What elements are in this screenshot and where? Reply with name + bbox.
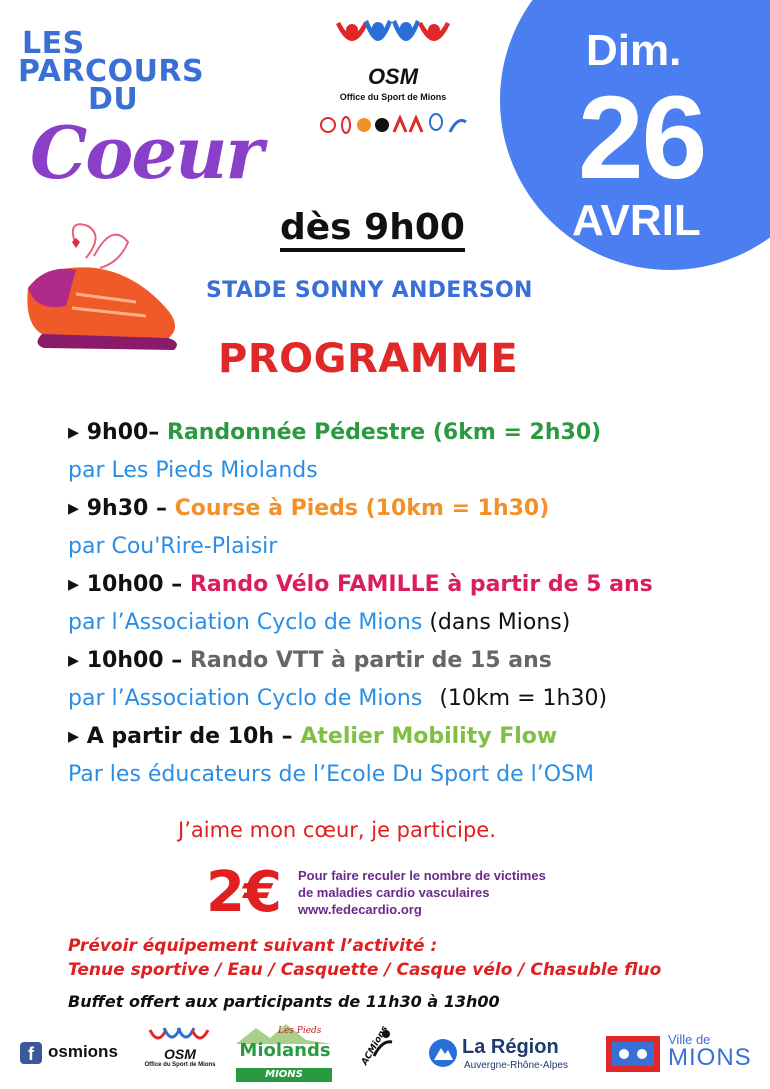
programme-organizer-1: par Les Pieds Miolands xyxy=(68,458,318,483)
osm-logo-name: OSM xyxy=(367,64,419,89)
bullet-icon: ▸ xyxy=(68,648,80,673)
programme-item-1 xyxy=(68,420,601,445)
footer-acm-logo xyxy=(352,1026,402,1082)
programme-organizer: par l’Association Cyclo de Mions xyxy=(68,610,423,635)
date-month: AVRIL xyxy=(572,196,701,245)
bullet-icon: ▸ xyxy=(68,496,80,521)
start-time: dès 9h00 xyxy=(280,208,465,252)
bullet-icon: ▸ xyxy=(68,420,80,445)
programme-organizer-3 xyxy=(68,610,570,635)
programme-time: 10h00 – xyxy=(86,648,183,673)
title-line-1: LES xyxy=(22,26,85,61)
region-name: La Région xyxy=(462,1036,559,1058)
programme-activity: Course à Pieds (10km = 1h30) xyxy=(174,496,550,521)
shoe-illustration xyxy=(16,216,196,366)
programme-extra: (10km = 1h30) xyxy=(439,686,608,711)
fedecardio-website: www.fedecardio.org xyxy=(298,902,422,917)
date-day-label: Dim. xyxy=(586,26,682,75)
footer-mions-logo xyxy=(604,1030,754,1080)
footer-miolands-logo xyxy=(236,1024,332,1084)
facebook-handle: osmions xyxy=(48,1042,118,1061)
footer-osm-name: OSM xyxy=(164,1046,196,1062)
acm-text: ACMions xyxy=(360,1024,391,1067)
participation-slogan: J’aime mon cœur, je participe. xyxy=(178,818,496,842)
miolands-bottom-label: MIONS xyxy=(236,1068,332,1082)
cause-line-1: Pour faire reculer le nombre de victimes xyxy=(298,868,546,883)
event-location: STADE SONNY ANDERSON xyxy=(206,278,533,303)
programme-organizer-5: Par les éducateurs de l’Ecole Du Sport de l’OSM xyxy=(68,762,595,787)
region-subtitle: Auvergne-Rhône-Alpes xyxy=(464,1060,568,1071)
programme-time: 9h30 – xyxy=(86,496,167,521)
participation-price: 2€ xyxy=(206,860,280,925)
programme-activity: Randonnée Pédestre (6km = 2h30) xyxy=(166,420,602,445)
footer-osm-subtitle: Office du Sport de Mions xyxy=(144,1062,216,1068)
sport-icons xyxy=(318,112,468,138)
programme-time: A partir de 10h – xyxy=(86,724,293,749)
programme-item-4 xyxy=(68,648,552,673)
bullet-icon: ▸ xyxy=(68,724,80,749)
facebook-icon: f xyxy=(20,1042,42,1064)
equipment-list: Tenue sportive / Eau / Casquette / Casque vélo / Chasuble fluo xyxy=(68,960,662,980)
programme-organizer: par l’Association Cyclo de Mions xyxy=(68,686,423,711)
footer-osm-logo xyxy=(140,1026,220,1082)
mions-name: MIONS xyxy=(668,1044,752,1071)
region-icon xyxy=(428,1038,458,1068)
people-icon xyxy=(318,16,468,66)
title-line-2: PARCOURS xyxy=(18,54,205,89)
programme-time: 9h00– xyxy=(86,420,160,445)
title-line-3: DU xyxy=(88,82,139,117)
cause-line-2: de maladies cardio vasculaires xyxy=(298,885,490,900)
date-day-number: 26 xyxy=(578,72,706,204)
programme-activity: Rando VTT à partir de 15 ans xyxy=(189,648,552,673)
programme-extra: (dans Mions) xyxy=(429,610,571,635)
programme-title: PROGRAMME xyxy=(218,336,519,382)
miolands-top-label: Les Pieds xyxy=(278,1026,322,1036)
osm-logo-subtitle: Office du Sport de Mions xyxy=(339,92,447,102)
people-icon xyxy=(140,1026,220,1046)
buffet-note: Buffet offert aux participants de 11h30 à 13h00 xyxy=(68,992,500,1011)
coat-of-arms-icon xyxy=(604,1034,662,1074)
programme-item-3 xyxy=(68,572,653,597)
programme-organizer-2: par Cou'Rire-Plaisir xyxy=(68,534,278,559)
miolands-name: Miolands xyxy=(239,1040,331,1061)
osm-logo xyxy=(318,16,478,146)
programme-activity: Atelier Mobility Flow xyxy=(300,724,558,749)
mions-ville-label: Ville de xyxy=(668,1032,711,1047)
programme-activity: Rando Vélo FAMILLE à partir de 5 ans xyxy=(189,572,653,597)
equipment-title: Prévoir équipement suivant l’activité : xyxy=(68,936,438,956)
programme-item-2 xyxy=(68,496,549,521)
programme-time: 10h00 – xyxy=(86,572,183,597)
footer-region-logo xyxy=(428,1036,578,1076)
title-script-word: Coeur xyxy=(30,110,262,195)
programme-item-5 xyxy=(68,724,557,749)
programme-organizer-4 xyxy=(68,686,607,711)
bullet-icon: ▸ xyxy=(68,572,80,597)
